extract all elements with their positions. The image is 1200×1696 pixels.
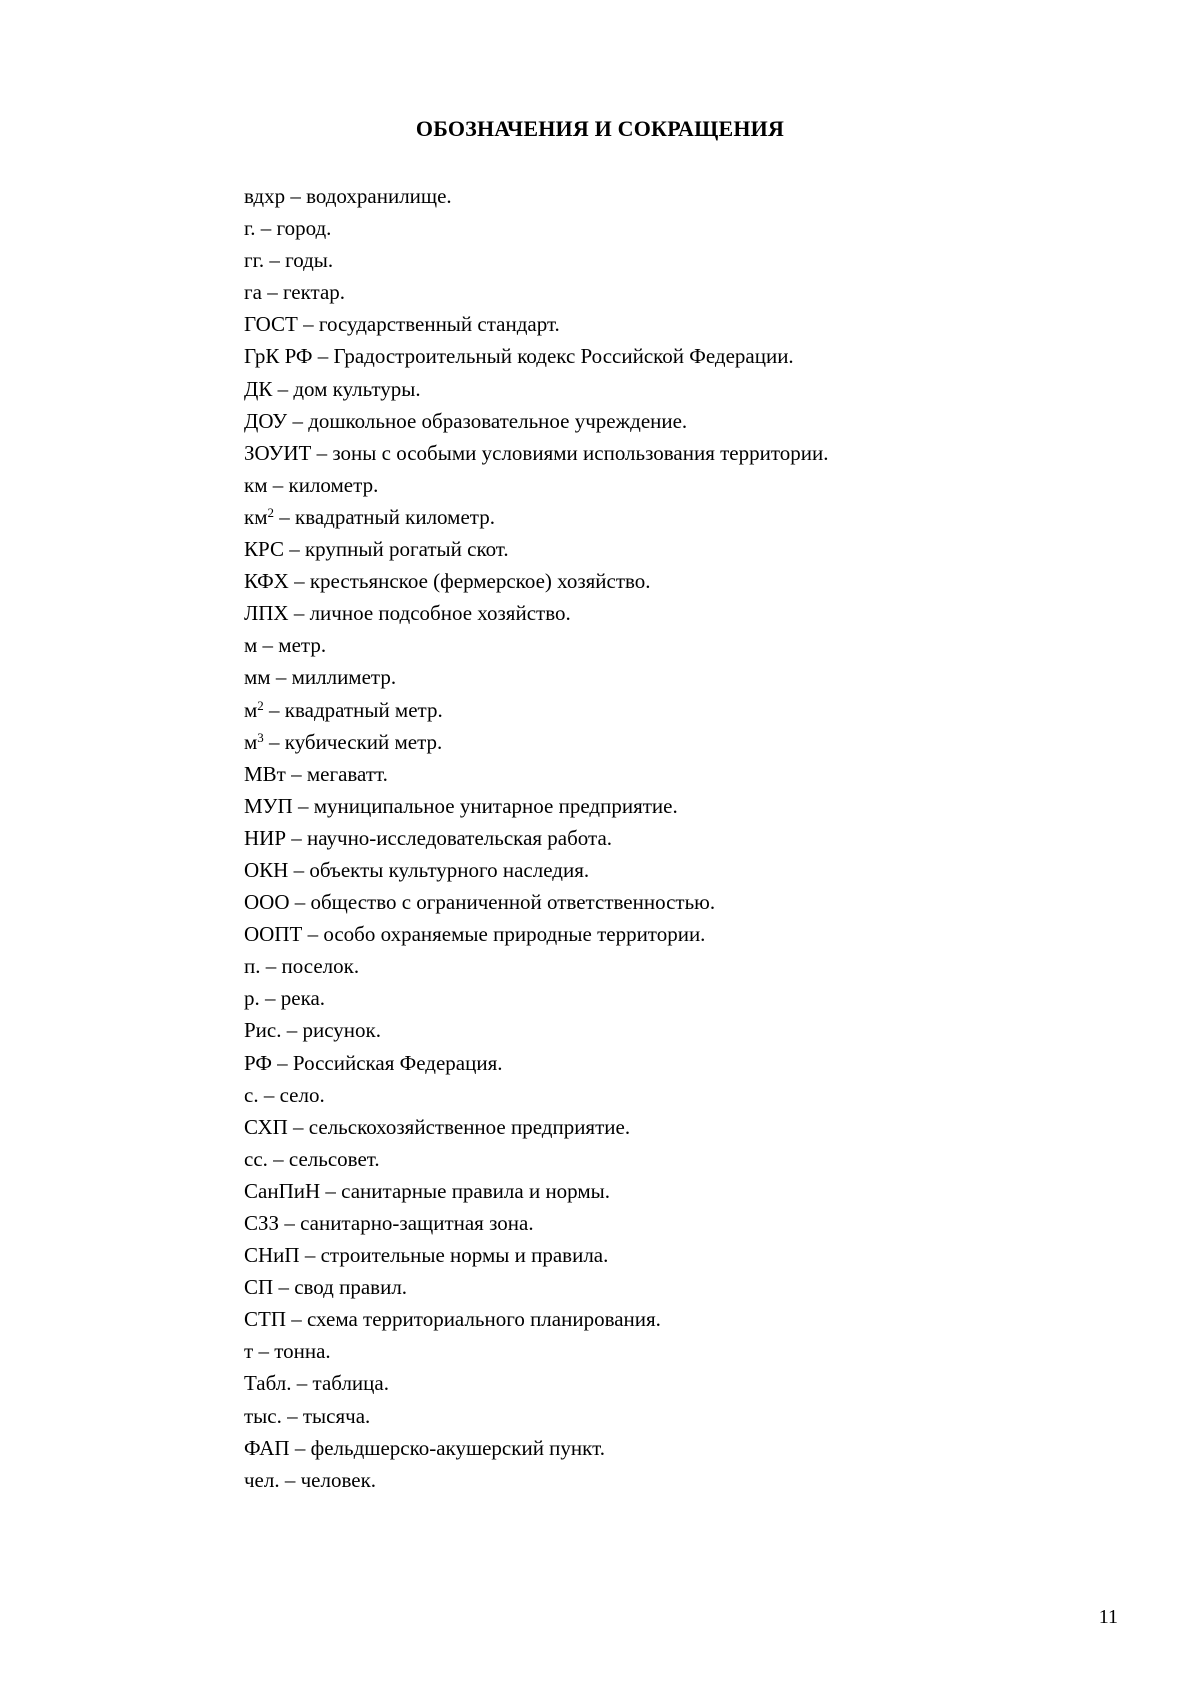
abbreviation-entry xyxy=(244,1079,828,1111)
abbreviation-superscript: 3 xyxy=(257,729,264,745)
abbreviation-definition: тысяча. xyxy=(302,1403,371,1428)
abbreviation-separator: – xyxy=(292,793,314,818)
abbreviation-term: ДОУ xyxy=(244,408,288,433)
abbreviation-entry xyxy=(244,886,828,918)
abbreviation-entry xyxy=(244,533,828,565)
abbreviation-list xyxy=(244,180,828,1496)
abbreviation-term: ООО xyxy=(244,890,290,915)
abbreviation-entry xyxy=(244,1432,828,1464)
abbreviation-definition: река. xyxy=(280,986,326,1011)
abbreviation-entry xyxy=(244,694,828,726)
abbreviation-entry xyxy=(244,1303,828,1335)
abbreviation-term: км xyxy=(244,472,268,497)
abbreviation-term: КФХ xyxy=(244,569,289,594)
abbreviation-term: Табл. xyxy=(244,1371,292,1396)
abbreviation-separator: – xyxy=(299,1243,321,1268)
abbreviation-definition: свод правил. xyxy=(294,1275,408,1300)
abbreviation-entry xyxy=(244,180,828,212)
abbreviation-separator: – xyxy=(279,1467,301,1492)
abbreviation-entry xyxy=(244,1464,828,1496)
page-number: 11 xyxy=(1098,1606,1118,1628)
abbreviation-term: МУП xyxy=(244,793,293,818)
abbreviation-term: м xyxy=(244,729,258,754)
abbreviation-term: тыс. xyxy=(244,1403,282,1428)
abbreviation-definition: километр. xyxy=(288,472,379,497)
abbreviation-definition: дом культуры. xyxy=(293,376,421,401)
abbreviation-entry xyxy=(244,982,828,1014)
abbreviation-definition: фельдшерско-акушерский пункт. xyxy=(310,1435,605,1460)
abbreviation-definition: объекты культурного наследия. xyxy=(309,857,590,882)
abbreviation-entry xyxy=(244,373,828,405)
abbreviation-term: с. xyxy=(244,1082,259,1107)
abbreviation-separator: – xyxy=(274,504,295,529)
abbreviation-entry xyxy=(244,790,828,822)
abbreviation-entry xyxy=(244,405,828,437)
abbreviation-separator: – xyxy=(289,1435,311,1460)
abbreviation-term: НИР xyxy=(244,825,287,850)
abbreviation-entry xyxy=(244,950,828,982)
abbreviation-term: м xyxy=(244,697,258,722)
abbreviation-definition: особо охраняемые природные территории. xyxy=(323,922,706,947)
abbreviation-definition: метр. xyxy=(278,633,327,658)
abbreviation-term: ГрК РФ xyxy=(244,344,313,369)
abbreviation-separator: – xyxy=(253,1339,275,1364)
abbreviation-definition: сельскохозяйственное предприятие. xyxy=(308,1114,631,1139)
abbreviation-definition: санитарно-защитная зона. xyxy=(300,1211,534,1235)
abbreviation-entry xyxy=(244,212,828,244)
abbreviation-definition: общество с ограниченной ответственностью. xyxy=(310,890,716,915)
abbreviation-entry xyxy=(244,758,828,790)
abbreviation-term: СЗЗ xyxy=(244,1211,280,1235)
abbreviation-separator: – xyxy=(270,665,292,690)
abbreviation-term: ОКН xyxy=(244,857,289,882)
abbreviation-superscript: 2 xyxy=(257,697,264,713)
abbreviation-separator: – xyxy=(258,1082,280,1107)
abbreviation-separator: – xyxy=(288,601,310,626)
abbreviation-term: г. xyxy=(244,216,256,241)
abbreviation-definition: Градостроительный кодекс Российской Федерации. xyxy=(333,344,794,369)
abbreviation-separator: – xyxy=(287,1114,309,1139)
abbreviation-separator: – xyxy=(286,1307,307,1332)
abbreviation-entry xyxy=(244,1047,828,1079)
abbreviation-term: км xyxy=(244,504,268,529)
abbreviation-entry xyxy=(244,501,828,533)
abbreviation-separator: – xyxy=(263,697,285,722)
abbreviation-definition: человек. xyxy=(300,1467,377,1492)
abbreviation-definition: мегаватт. xyxy=(306,761,388,786)
abbreviation-separator: – xyxy=(302,922,324,947)
abbreviation-definition: Российская Федерация. xyxy=(292,1050,503,1075)
abbreviation-definition: кубический метр. xyxy=(284,729,443,754)
abbreviation-separator: – xyxy=(255,216,277,241)
abbreviation-definition: муниципальное унитарное предприятие. xyxy=(313,793,678,818)
abbreviation-separator: – xyxy=(259,986,281,1011)
abbreviation-entry xyxy=(244,629,828,661)
abbreviation-separator: – xyxy=(273,1275,295,1300)
abbreviation-definition: дошкольное образовательное учреждение. xyxy=(308,408,688,433)
abbreviation-separator: – xyxy=(267,472,289,497)
abbreviation-definition: санитарные правила и нормы. xyxy=(341,1178,611,1203)
abbreviation-separator: – xyxy=(279,1211,301,1235)
abbreviation-entry xyxy=(244,918,828,950)
abbreviation-term: ДК xyxy=(244,376,273,401)
abbreviation-definition: личное подсобное хозяйство. xyxy=(309,601,571,626)
abbreviation-separator: – xyxy=(267,1146,289,1171)
abbreviation-term: СП xyxy=(244,1275,274,1300)
abbreviation-term: ЛПХ xyxy=(244,601,289,626)
abbreviation-definition: строительные нормы и правила. xyxy=(320,1243,609,1268)
abbreviation-entry xyxy=(244,1111,828,1143)
abbreviation-term: п. xyxy=(244,954,261,979)
abbreviation-definition: годы. xyxy=(285,248,334,273)
abbreviation-entry xyxy=(244,1014,828,1046)
abbreviation-entry xyxy=(244,469,828,501)
abbreviation-entry xyxy=(244,1271,828,1303)
abbreviation-term: Рис. xyxy=(244,1018,282,1043)
abbreviation-separator: – xyxy=(287,408,309,433)
abbreviation-definition: крупный рогатый скот. xyxy=(304,537,509,562)
abbreviation-separator: – xyxy=(289,890,311,915)
abbreviation-separator: – xyxy=(281,1018,303,1043)
abbreviation-separator: – xyxy=(288,857,310,882)
abbreviation-separator: – xyxy=(291,1371,313,1396)
abbreviation-definition: квадратный метр. xyxy=(284,697,443,722)
abbreviation-separator: – xyxy=(320,1178,342,1203)
abbreviation-separator: – xyxy=(297,312,319,337)
abbreviation-term: га xyxy=(244,280,262,305)
abbreviation-separator: – xyxy=(311,440,333,465)
abbreviation-separator: – xyxy=(281,1403,303,1428)
abbreviation-definition: миллиметр. xyxy=(291,665,397,690)
abbreviation-entry xyxy=(244,1207,828,1239)
abbreviation-entry xyxy=(244,597,828,629)
abbreviation-term: чел. xyxy=(244,1467,280,1492)
abbreviation-term: м xyxy=(244,633,258,658)
abbreviation-term: сс. xyxy=(244,1146,268,1171)
abbreviation-term: ООПТ xyxy=(244,922,303,947)
abbreviation-entry xyxy=(244,437,828,469)
abbreviation-entry xyxy=(244,244,828,276)
abbreviation-term: СНиП xyxy=(244,1243,300,1268)
abbreviation-entry xyxy=(244,1239,828,1271)
abbreviation-definition: таблица. xyxy=(312,1371,389,1396)
abbreviation-term: СХП xyxy=(244,1114,288,1139)
abbreviation-definition: рисунок. xyxy=(302,1018,381,1043)
abbreviation-term: СТП xyxy=(244,1307,286,1332)
abbreviation-definition: село. xyxy=(279,1082,325,1107)
abbreviation-term: РФ xyxy=(244,1050,272,1075)
abbreviation-definition: водохранилище. xyxy=(306,184,452,208)
abbreviation-term: р. xyxy=(244,986,260,1011)
abbreviation-definition: крестьянское (фермерское) хозяйство. xyxy=(309,569,651,594)
abbreviation-separator: – xyxy=(312,344,334,369)
abbreviation-separator: – xyxy=(286,825,308,850)
abbreviation-entry xyxy=(244,276,828,308)
abbreviation-separator: – xyxy=(260,954,282,979)
abbreviation-term: СанПиН xyxy=(244,1178,321,1203)
abbreviation-separator: – xyxy=(264,248,286,273)
abbreviation-entry xyxy=(244,822,828,854)
abbreviation-entry xyxy=(244,726,828,758)
abbreviation-entry xyxy=(244,1175,828,1207)
abbreviation-separator: – xyxy=(261,280,283,305)
abbreviation-term: МВт xyxy=(244,761,286,786)
abbreviation-definition: гектар. xyxy=(282,280,346,305)
abbreviation-superscript: 2 xyxy=(267,504,274,520)
abbreviation-entry xyxy=(244,1335,828,1367)
abbreviation-entry xyxy=(244,854,828,886)
page-title: ОБОЗНАЧЕНИЯ И СОКРАЩЕНИЯ xyxy=(415,116,785,141)
abbreviation-separator: – xyxy=(285,184,307,208)
abbreviation-separator: – xyxy=(272,376,294,401)
abbreviation-term: ФАП xyxy=(244,1435,290,1460)
abbreviation-term: гг. xyxy=(244,248,265,273)
abbreviation-term: ГОСТ xyxy=(244,312,298,337)
abbreviation-definition: город. xyxy=(276,216,332,241)
abbreviation-entry xyxy=(244,1143,828,1175)
abbreviation-entry xyxy=(244,1400,828,1432)
abbreviation-separator: – xyxy=(263,729,285,754)
abbreviation-entry xyxy=(244,661,828,693)
abbreviation-term: КРС xyxy=(244,537,284,562)
abbreviation-definition: схема территориального планирования. xyxy=(307,1307,661,1332)
abbreviation-entry xyxy=(244,565,828,597)
abbreviation-separator: – xyxy=(257,633,279,658)
abbreviation-definition: государственный стандарт. xyxy=(318,312,560,337)
abbreviation-term: вдхр xyxy=(244,184,286,208)
abbreviation-definition: зоны с особыми условиями использования территории. xyxy=(332,440,829,465)
abbreviation-definition: поселок. xyxy=(281,954,360,979)
abbreviation-definition: научно-исследовательская работа. xyxy=(307,825,613,850)
abbreviation-separator: – xyxy=(285,761,307,786)
abbreviation-entry xyxy=(244,340,828,372)
abbreviation-entry xyxy=(244,1367,828,1399)
abbreviation-definition: тонна. xyxy=(274,1339,331,1364)
abbreviation-separator: – xyxy=(271,1050,293,1075)
abbreviation-separator: – xyxy=(288,569,310,594)
abbreviation-term: мм xyxy=(244,665,271,690)
abbreviation-entry xyxy=(244,308,828,340)
abbreviation-definition: сельсовет. xyxy=(288,1146,380,1171)
abbreviation-separator: – xyxy=(283,537,305,562)
abbreviation-term: т xyxy=(244,1339,254,1364)
abbreviation-term: ЗОУИТ xyxy=(244,440,312,465)
abbreviation-definition: квадратный километр. xyxy=(295,504,495,529)
